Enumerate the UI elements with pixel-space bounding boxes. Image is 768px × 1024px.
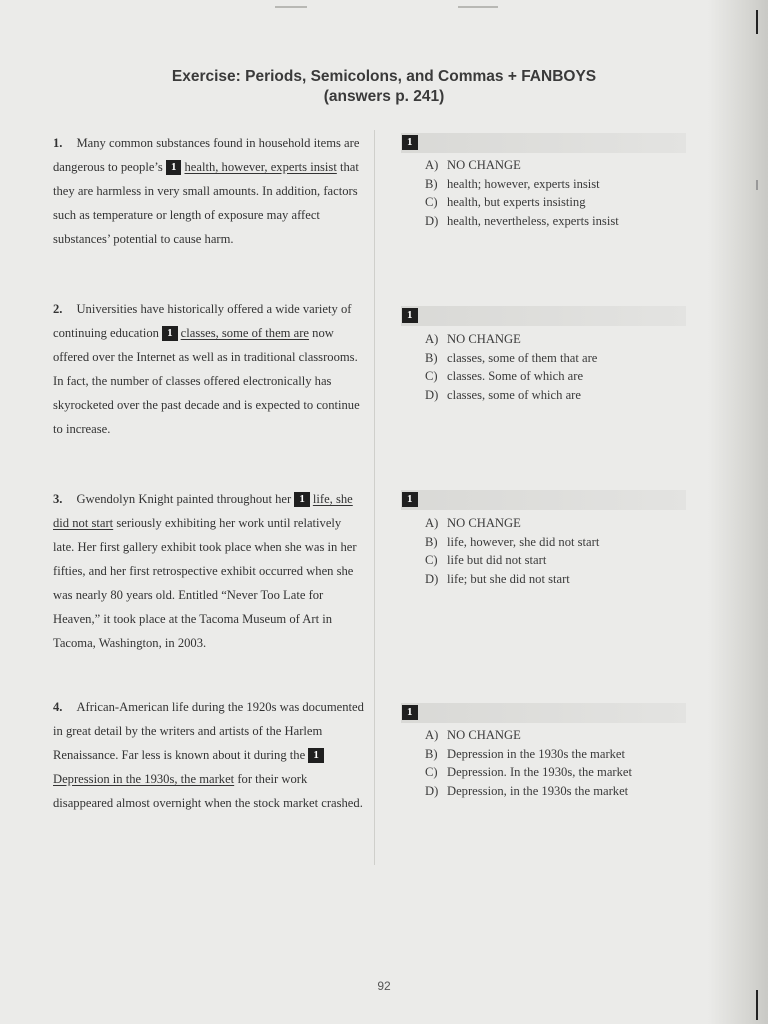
choice-text: NO CHANGE: [447, 516, 521, 530]
passage-text: African-American life during the 1920s was documented in great detail by the writers and artists of the Harlem Renaissance. Far less is known about it during the: [53, 700, 364, 762]
passage-1: [53, 131, 365, 251]
column-divider: [374, 130, 375, 865]
underlined-text: health, however, experts insist: [184, 160, 337, 174]
answer-choice[interactable]: [425, 551, 695, 570]
passage-4: [53, 695, 365, 815]
passage-text: for their work disappeared almost overnight when the stock market crashed.: [53, 772, 363, 810]
passage-text: that they are harmless in very small amounts. In addition, factors such as temperature or length of exposure may affect substances’ potential to cause harm.: [53, 160, 359, 246]
passage-text: now offered over the Internet as well as in traditional classrooms. In fact, the number of classes offered electronically has skyrocketed over the past decade and is expected to continue to increase.: [53, 326, 360, 436]
underlined-text: life, she did not start: [53, 492, 353, 530]
answer-choice[interactable]: [425, 782, 695, 801]
choice-letter: B): [425, 350, 438, 365]
choice-letter: A): [425, 332, 439, 346]
answer-choice[interactable]: [425, 533, 695, 552]
choice-letter: C): [425, 765, 438, 780]
answer-choices: [425, 330, 695, 405]
passage-2: [53, 297, 365, 441]
choice-text: classes. Some of which are: [447, 369, 584, 384]
choice-letter: B): [425, 746, 438, 761]
answer-choices: [425, 156, 695, 231]
choice-text: health; however, experts insist: [447, 176, 600, 191]
underlined-text: classes, some of them are: [180, 326, 309, 340]
question-header-bar: [401, 133, 686, 153]
answer-choices: [425, 514, 695, 589]
choice-letter: D): [425, 388, 439, 403]
choice-text: NO CHANGE: [447, 332, 521, 346]
choice-letter: D): [425, 214, 439, 229]
choice-text: NO CHANGE: [447, 158, 521, 172]
question-marker: 1: [308, 748, 324, 763]
choice-letter: C): [425, 369, 438, 384]
answer-choice[interactable]: [425, 330, 695, 349]
question-marker: 1: [402, 308, 418, 323]
question-marker: 1: [402, 135, 418, 150]
title-line-2: (answers p. 241): [323, 88, 445, 105]
passage-text: Universities have historically offered a wide variety of continuing education: [53, 302, 352, 340]
choice-text: classes, some of which are: [447, 388, 581, 403]
answer-choice[interactable]: [425, 367, 695, 386]
choice-text: Depression. In the 1930s, the market: [447, 765, 633, 780]
question-marker: 1: [402, 705, 418, 720]
passage-text: Gwendolyn Knight painted throughout her: [76, 492, 292, 506]
answer-choice[interactable]: [425, 212, 695, 231]
question-header-bar: [401, 306, 686, 326]
choice-text: life; but she did not start: [447, 572, 570, 587]
page-curl-shadow: [708, 0, 768, 1024]
answer-choices: [425, 726, 695, 801]
choice-text: Depression in the 1930s the market: [447, 746, 626, 761]
question-header-bar: [401, 490, 686, 510]
question-marker: 1: [162, 326, 178, 341]
choice-text: NO CHANGE: [447, 728, 521, 742]
passage-3: [53, 487, 365, 655]
choice-letter: B): [425, 176, 438, 191]
choice-text: Depression, in the 1930s the market: [447, 784, 629, 799]
choice-letter: A): [425, 158, 439, 172]
choice-text: life but did not start: [447, 553, 547, 568]
question-marker: 1: [294, 492, 310, 507]
choice-letter: C): [425, 195, 438, 210]
choice-text: health, but experts insisting: [447, 195, 586, 210]
answer-choice[interactable]: [425, 745, 695, 764]
scan-mark: [458, 6, 498, 8]
answer-choice[interactable]: [425, 514, 695, 533]
answer-choice[interactable]: [425, 193, 695, 212]
choice-letter: A): [425, 516, 439, 530]
answer-choice[interactable]: [425, 386, 695, 405]
choice-text: life, however, she did not start: [447, 534, 600, 549]
question-number: 4.: [53, 700, 63, 714]
answer-choice[interactable]: [425, 156, 695, 175]
answer-choice[interactable]: [425, 349, 695, 368]
question-header-bar: [401, 703, 686, 723]
choice-text: classes, some of them that are: [447, 350, 598, 365]
choice-letter: D): [425, 572, 439, 587]
question-number: 1.: [53, 136, 63, 150]
answer-choice[interactable]: [425, 763, 695, 782]
choice-text: health, nevertheless, experts insist: [447, 214, 619, 229]
answer-choice[interactable]: [425, 726, 695, 745]
choice-letter: B): [425, 534, 438, 549]
book-edge: [756, 10, 758, 1020]
question-marker: 1: [402, 492, 418, 507]
question-number: 3.: [53, 492, 63, 506]
choice-letter: D): [425, 784, 439, 799]
answer-choice[interactable]: [425, 570, 695, 589]
title-line-1: Exercise: Periods, Semicolons, and Commas + FANBOYS: [171, 68, 597, 85]
passage-text: seriously exhibiting her work until relatively late. Her first gallery exhibit took place when she was in her fifties, and her first retrospective exhibit occurred when she was nearly 80 years old. Entitled “Never Too Late for Heaven,” it took place at the Tacoma Museum of Art in Tacoma, Washington, in 2003.: [53, 516, 357, 650]
underlined-text: Depression in the 1930s, the market: [53, 772, 235, 786]
choice-letter: A): [425, 728, 439, 742]
answer-choice[interactable]: [425, 175, 695, 194]
choice-letter: C): [425, 553, 438, 568]
question-number: 2.: [53, 302, 63, 316]
question-marker: 1: [166, 160, 182, 175]
page-title: [0, 67, 768, 107]
scan-mark: [275, 6, 307, 8]
page-number: 92: [377, 979, 391, 993]
passage-text: Many common substances found in household items are dangerous to people’s: [53, 136, 360, 174]
